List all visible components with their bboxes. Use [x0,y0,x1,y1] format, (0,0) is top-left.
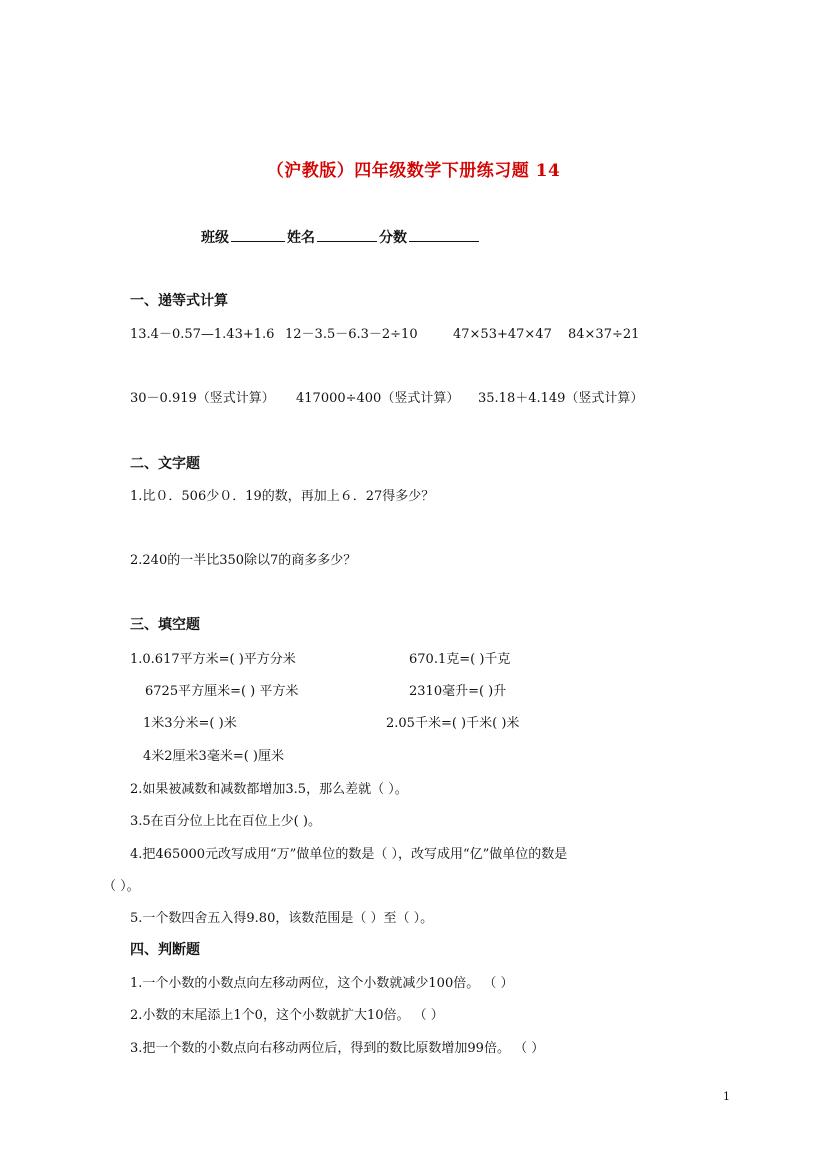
class-label: 班级 [201,230,229,246]
calc-item: 84×37÷21 [568,327,640,342]
calc-item: 30－0.919（竖式计算） [130,391,275,406]
word-question-2: 2.240的一半比350除以7的商多多少？ [130,553,357,568]
student-info-line [201,227,481,247]
fill-line-1b: 670.1克=( )千克 [409,652,511,667]
section-heading-calc: 一、递等式计算 [130,293,228,309]
section-heading-judge: 四、判断题 [130,942,200,958]
fill-line-2a: 6725平方厘米=( ) 平方米 [145,684,299,699]
calc-item: 47×53+47×47 [453,327,552,342]
word-question-1: 1.比０．506少０．19的数，再加上６．27得多少？ [130,489,435,504]
fill-line-1a: 1.0.617平方米=( )平方分米 [130,652,296,667]
fill-line-2b: 2310毫升=( )升 [409,684,507,699]
score-blank [409,227,479,242]
calc-item: 12－3.5－6.3－2÷10 [285,327,418,342]
fill-line-3a: 1米3分米=( )米 [143,716,237,731]
fill-question-2: 2.如果被减数和减数都增加3.5，那么差就（ ）。 [130,782,408,797]
fill-question-5: 5.一个数四舍五入得9.80，该数范围是（ ）至（ ）。 [130,911,434,926]
fill-line-3b: 2.05千米=( )千米( )米 [386,716,520,731]
calc-item: 35.18＋4.149（竖式计算） [478,391,644,406]
calc-item: 13.4－0.57—1.43+1.6 [130,327,275,342]
fill-question-4-cont: （ ）。 [103,879,140,894]
judge-question-3: 3.把一个数的小数点向右移动两位后，得到的数比原数增加99倍。 （ ） [130,1041,545,1056]
calc-item: 417000÷400（竖式计算） [296,391,460,406]
judge-question-2: 2.小数的末尾添上1个0，这个小数就扩大10倍。 （ ） [130,1008,444,1023]
document-title: （沪教版）四年级数学下册练习题 14 [266,161,561,181]
calc-row-1 [130,323,639,342]
section-heading-word: 二、文字题 [130,456,200,472]
score-label: 分数 [379,230,407,246]
name-blank [317,227,377,242]
calc-row-2 [130,387,643,406]
name-label: 姓名 [287,230,315,246]
class-blank [231,227,285,242]
fill-question-3: 3.5在百分位上比在百位上少( )。 [130,814,321,829]
fill-line-4a: 4米2厘米3毫米=( )厘米 [143,749,284,764]
page-number: 1 [723,1090,730,1103]
judge-question-1: 1.一个小数的小数点向左移动两位，这个小数就减少100倍。 （ ） [130,976,514,991]
section-heading-fill: 三、填空题 [130,617,200,633]
fill-question-4: 4.把465000元改写成用“万”做单位的数是（ ），改写成用“亿”做单位的数是 [130,847,568,862]
